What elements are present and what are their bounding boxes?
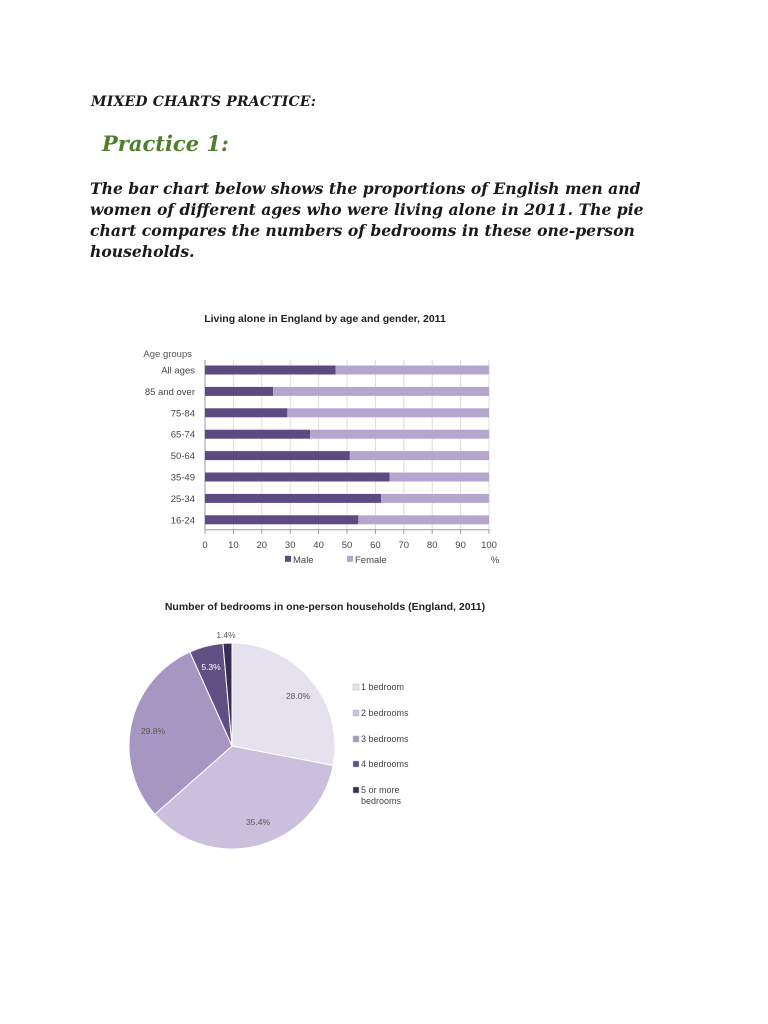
legend-label-4-bedrooms: 4 bedrooms xyxy=(361,759,409,769)
x-tick-label: 30 xyxy=(284,539,296,551)
bar-chart-y-axis-label: Age groups xyxy=(143,349,192,360)
bar-female-85-and-over xyxy=(273,387,489,396)
x-tick-label: 100 xyxy=(481,539,497,551)
y-category-label: 25-34 xyxy=(170,493,195,505)
practice-title: Practice 1: xyxy=(102,131,229,156)
legend-swatch-female xyxy=(347,556,353,562)
pie-chart xyxy=(0,596,768,856)
legend-label-male: Male xyxy=(293,554,314,566)
bar-male-85-and-over xyxy=(205,387,273,396)
pie-label-2-bedrooms: 35.4% xyxy=(245,817,271,827)
pie-slice-1-bedroom xyxy=(232,643,335,765)
y-category-label: 75-84 xyxy=(170,408,195,420)
legend-label-3-bedrooms: 3 bedrooms xyxy=(361,734,409,744)
bar-male-75-84 xyxy=(205,408,287,417)
bar-male-50-64 xyxy=(205,451,350,460)
legend-swatch-3-bedrooms xyxy=(353,736,359,742)
x-tick-label: 20 xyxy=(256,539,268,551)
pie-label-4-bedrooms: 5.3% xyxy=(201,662,221,672)
bar-chart-title: Living alone in England by age and gender, 2011 xyxy=(204,313,446,325)
bar-female-35-49 xyxy=(390,473,489,482)
legend-swatch-4-bedrooms xyxy=(353,761,359,767)
x-tick-label: 0 xyxy=(202,539,208,551)
bar-female-75-84 xyxy=(287,408,489,417)
legend-label-1-bedroom: 1 bedroom xyxy=(361,682,405,692)
x-tick-label: 70 xyxy=(398,539,410,551)
legend-label-female: Female xyxy=(355,554,387,566)
y-category-label: All ages xyxy=(161,365,195,377)
bar-male-35-49 xyxy=(205,473,390,482)
document-heading: MIXED CHARTS PRACTICE: xyxy=(91,94,317,110)
bar-female-25-34 xyxy=(381,494,489,503)
legend-swatch-2-bedrooms xyxy=(353,710,359,716)
x-tick-label: 40 xyxy=(313,539,324,551)
pie-label-3-bedrooms: 29.8% xyxy=(140,726,166,736)
y-category-label: 35-49 xyxy=(170,472,195,484)
bar-chart xyxy=(0,305,768,595)
bar-female-16-24 xyxy=(358,515,489,524)
bar-male-25-34 xyxy=(205,494,381,503)
pie-label-5-or-more-bedrooms: 1.4% xyxy=(216,630,236,640)
legend-swatch-5-or-more-bedrooms xyxy=(353,787,359,793)
x-tick-label: 10 xyxy=(228,539,239,551)
bar-male-65-74 xyxy=(205,430,310,439)
legend-label-2-bedrooms: 2 bedrooms xyxy=(361,708,409,718)
bar-male-16-24 xyxy=(205,515,358,524)
legend-label-5-or-more-bedrooms: 5 or more bedrooms xyxy=(361,785,402,806)
x-tick-label: 60 xyxy=(370,539,381,551)
legend-swatch-male xyxy=(285,556,291,562)
bar-female-65-74 xyxy=(310,430,489,439)
bar-female-50-64 xyxy=(350,451,489,460)
bar-male-all-ages xyxy=(205,366,336,375)
x-tick-label: 50 xyxy=(341,539,353,551)
y-category-label: 85 and over xyxy=(144,386,195,398)
y-category-label: 50-64 xyxy=(170,451,195,463)
bar-female-all-ages xyxy=(336,366,489,375)
y-category-label: 65-74 xyxy=(170,429,195,441)
legend-swatch-1-bedroom xyxy=(353,684,359,690)
pie-chart-title: Number of bedrooms in one-person households (England, 2011) xyxy=(164,601,486,613)
intro-paragraph: The bar chart below shows the proportions of English men and women of different ages who were living alone in 2011. The pie chart compares the numbers of bedrooms in these one-person households. xyxy=(90,179,644,261)
x-tick-label: 90 xyxy=(455,539,466,551)
x-axis-unit: % xyxy=(490,554,500,566)
y-category-label: 16-24 xyxy=(170,515,195,527)
x-tick-label: 80 xyxy=(426,539,438,551)
pie-label-1-bedroom: 28.0% xyxy=(285,691,311,701)
